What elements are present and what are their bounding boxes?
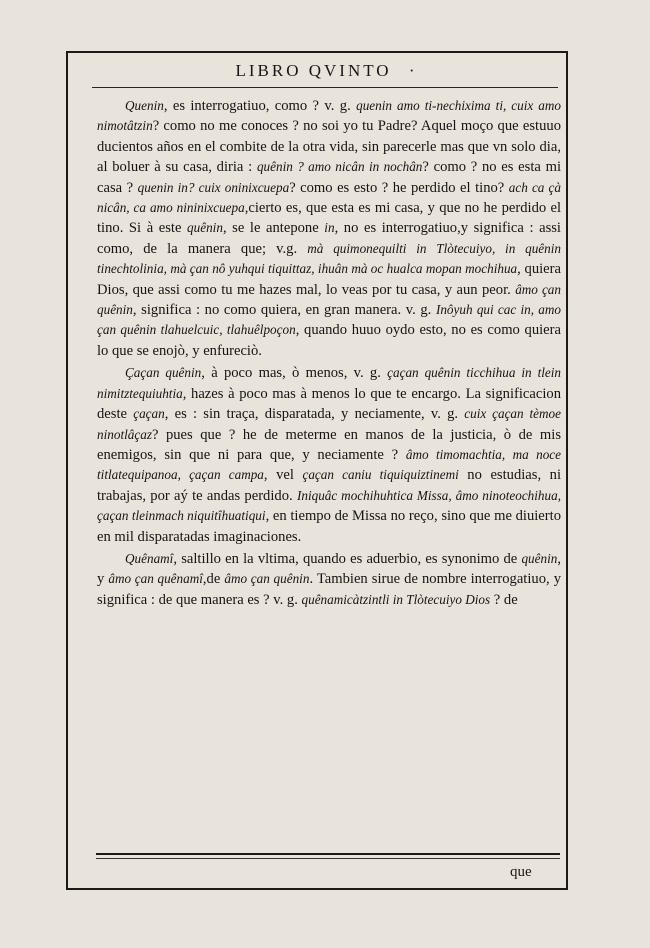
nahuatl-term: Quênamî xyxy=(125,550,174,566)
spanish-text: , no es interrogatiuo,y significa : assi como, de la manera que; v.g. xyxy=(97,220,561,257)
catchword-rule xyxy=(96,853,560,855)
spanish-text: ? como es esto ? he perdido el tino? xyxy=(289,179,509,196)
nahuatl-term: çaçan xyxy=(133,406,165,422)
nahuatl-term: quênin xyxy=(521,550,558,566)
nahuatl-term: quênin ? amo nicân in nochân xyxy=(256,159,423,175)
catchword-rule-thin xyxy=(96,858,560,859)
spanish-text: no estudias, ni trabajas, por aý te andas perdido. xyxy=(97,467,561,504)
spanish-text: ,cierto es, que esta es mi casa, y que no he perdido el tino. Si à este xyxy=(97,200,561,237)
spanish-text: , significa : no como quiera, en gran manera. v. g. xyxy=(132,302,436,319)
nahuatl-term: Çaçan quênin xyxy=(125,365,202,381)
spanish-text: , à poco mas, ò menos, v. g. xyxy=(201,365,388,382)
paragraph-2 xyxy=(97,363,561,547)
frame-right-rule xyxy=(566,51,568,889)
frame-top-rule xyxy=(66,51,568,53)
body-text xyxy=(97,96,561,610)
spanish-text: , vel xyxy=(263,467,303,484)
nahuatl-term: çaçan caniu tiquiquiztinemi xyxy=(302,467,459,483)
nahuatl-term: quenin amo ti-nechixima ti, cuix amo nimotâtzin xyxy=(97,98,561,134)
spanish-text: , en tiempo de Missa no reço, sino que me diuierto en mil disparatadas imaginaciones. xyxy=(97,508,561,545)
paragraph-3 xyxy=(97,549,561,610)
spanish-text: , saltillo en la vltima, quando es aduerbio, es synonimo de xyxy=(173,550,522,567)
catchword: que xyxy=(510,864,532,880)
header-rule xyxy=(92,87,558,88)
frame-bottom-rule xyxy=(66,888,568,890)
spanish-text: ,de xyxy=(202,571,225,588)
nahuatl-term: in xyxy=(324,220,335,236)
running-head xyxy=(0,61,650,81)
nahuatl-term: ach ca çà nicân, ca amo nininixcuepa xyxy=(97,179,561,216)
nahuatl-term: çaçan quênin ticchihua in tlein nimitztequiuhtia xyxy=(97,365,562,401)
running-head-title: LIBRO QVINTO xyxy=(235,61,392,80)
frame-left-rule xyxy=(66,51,68,889)
spanish-text: . Tambien sirue de nombre interrogatiuo, y significa : de que manera es ? v. g. xyxy=(97,571,561,608)
spanish-text: , es : sin traça, disparatada, y neciamente, v. g. xyxy=(164,406,465,423)
spanish-text: ? como ? no es esta mi casa ? xyxy=(97,159,561,196)
nahuatl-term: quênin xyxy=(187,220,223,236)
nahuatl-term: Quenin xyxy=(125,98,164,113)
nahuatl-term: âmo timomachtia, ma noce titlatequipanoa, çaçan campa xyxy=(97,446,561,483)
spanish-text: , hazes à poco mas à menos lo que te encargo. La significacion deste xyxy=(97,385,561,423)
nahuatl-term: âmo çan quênin xyxy=(224,571,310,587)
nahuatl-term: quenin in? cuix oninixcuepa xyxy=(137,179,290,195)
nahuatl-term: quênamicàtzintli in Tlòtecuiyo Dios xyxy=(301,591,491,607)
nahuatl-term: Inôyuh qui cac in, amo çan quênin tlahuelcuic, tlahuêlpoçon xyxy=(97,302,562,338)
nahuatl-term: Iniquâc mochihuhtica Missa, âmo ninoteochihua, çaçan tleinmach niquitîhuatiqui xyxy=(97,487,562,524)
spanish-text: ? como no me conoces ? no soi yo tu Padre? Aquel moço que estuuo ducientos años en el combite de la otra vida, sin parecerle mas que vn solo dia, al boluer à su casa, diria : xyxy=(97,118,561,176)
spanish-text: , y xyxy=(97,550,561,588)
nahuatl-term: âmo çan quênamî xyxy=(108,571,203,587)
spanish-text: ? pues que ? he de meterme en manos de la justicia, ò de mis enemigos, sin que ni para que, y neciamente ? xyxy=(97,426,561,463)
spanish-text: , se le antepone xyxy=(222,220,325,237)
nahuatl-term: âmo çan quênin xyxy=(97,281,561,318)
spanish-text: , es interrogatiuo, como ? v. g. xyxy=(163,98,357,114)
spanish-text: ? de xyxy=(490,591,518,608)
spanish-text: , quando huuo oydo esto, no es como quiera lo que se enojò, y enfureciò. xyxy=(97,322,561,359)
nahuatl-term: mà quimonequilti in Tlòtecuiyo, in quênin tinechtolinia, mà çan nô yuhqui tiquittaz, ihuân mà oc hualca mopan mochihua xyxy=(97,240,562,277)
nahuatl-term: cuix çaçan tèmoe ninotlâçaz xyxy=(97,406,561,442)
spanish-text: , quiera Dios, que assi como tu me hazes mal, lo veas por tu casa, y aun peor. xyxy=(97,261,561,298)
paragraph-1 xyxy=(97,96,561,361)
running-head-mark: · xyxy=(408,61,415,80)
